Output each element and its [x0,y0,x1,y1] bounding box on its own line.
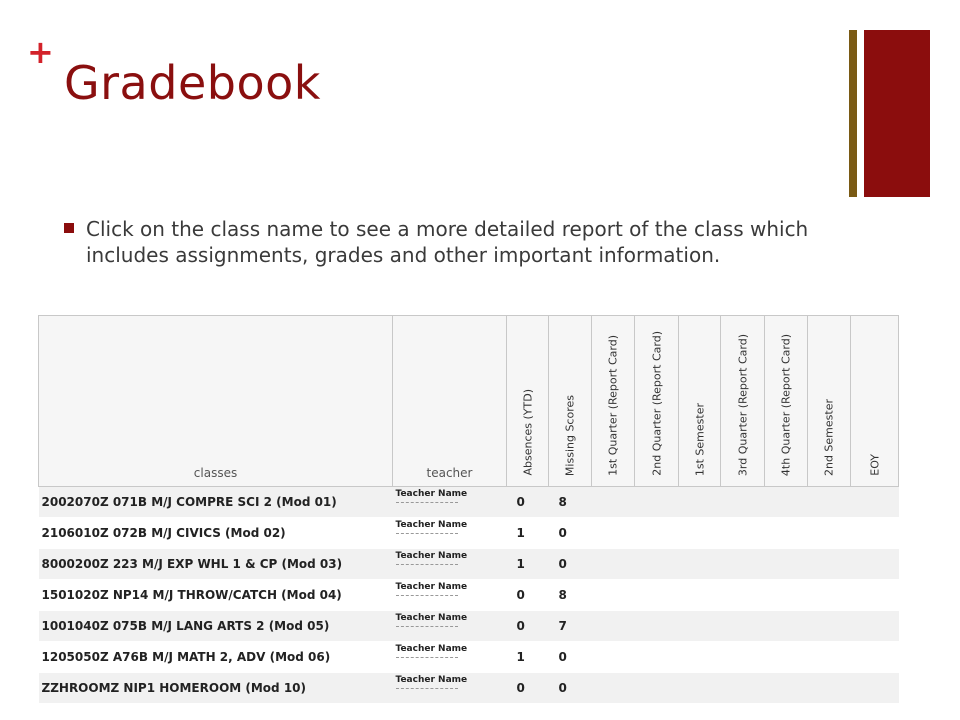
grade-cell [851,549,899,580]
teacher-name: Teacher Name [395,675,468,685]
grade-cell [679,518,721,549]
grade-cell [851,611,899,642]
missing-scores-cell: 7 [549,611,592,642]
grade-cell [679,487,721,518]
teacher-cell [393,642,507,673]
teacher-name: Teacher Name [395,551,468,561]
absences-cell: 0 [507,487,549,518]
teacher-cell [393,611,507,642]
accent-block [864,30,930,197]
table-row [39,580,899,611]
column-header-eoy[interactable] [851,316,899,487]
missing-scores-cell: 0 [549,642,592,673]
missing-scores-cell: 8 [549,580,592,611]
table-row [39,487,899,518]
class-name-link[interactable]: 2106010Z 072B M/J CIVICS (Mod 02) [41,526,286,540]
teacher-cell [393,549,507,580]
grade-cell [679,611,721,642]
column-header-q4[interactable] [765,316,808,487]
grade-cell [721,549,765,580]
table-row [39,549,899,580]
absences-cell: 1 [507,642,549,673]
grade-cell [679,580,721,611]
absences-cell: 1 [507,518,549,549]
grade-cell [851,642,899,673]
teacher-underline [396,685,458,689]
column-header-q2[interactable] [635,316,679,487]
column-header-teacher[interactable]: teacher [393,316,507,487]
teacher-underline [396,561,458,565]
grade-cell [851,518,899,549]
grade-cell [592,549,635,580]
teacher-name: Teacher Name [395,582,468,592]
grade-cell [721,487,765,518]
missing-scores-cell: 8 [549,487,592,518]
column-header-label: 2nd Semester [822,398,836,476]
absences-cell: 0 [507,611,549,642]
grade-cell [679,549,721,580]
class-name-link[interactable]: 1501020Z NP14 M/J THROW/CATCH (Mod 04) [41,588,342,602]
class-cell [39,611,393,642]
grade-cell [808,487,851,518]
grade-cell [851,487,899,518]
teacher-underline [396,654,458,658]
table-row [39,611,899,642]
grade-cell [635,673,679,704]
grade-cell [808,580,851,611]
grade-cell [721,611,765,642]
grade-cell [808,518,851,549]
plus-icon: + [27,33,54,71]
teacher-underline [396,499,458,503]
grade-cell [721,642,765,673]
grade-cell [635,518,679,549]
column-header-label: 1st Quarter (Report Card) [606,335,620,476]
column-header-label: Absences (YTD) [521,389,534,476]
grade-cell [592,642,635,673]
teacher-cell [393,673,507,704]
grade-cell [592,518,635,549]
teacher-underline [396,592,458,596]
teacher-cell [393,487,507,518]
class-cell [39,642,393,673]
accent-bar [849,30,857,197]
class-name-link[interactable]: 8000200Z 223 M/J EXP WHL 1 & CP (Mod 03) [41,557,343,571]
grade-cell [592,611,635,642]
teacher-underline [396,623,458,627]
column-header-label: 1st Semester [693,402,706,476]
class-cell [39,549,393,580]
grade-cell [635,487,679,518]
grade-cell [765,487,808,518]
class-name-link[interactable]: ZZHROOMZ NIP1 HOMEROOM (Mod 10) [41,681,307,695]
teacher-cell [393,580,507,611]
teacher-name: Teacher Name [395,489,468,499]
grade-cell [592,487,635,518]
grade-cell [808,549,851,580]
class-cell [39,673,393,704]
grade-cell [721,580,765,611]
teacher-underline [396,530,458,534]
column-header-classes[interactable]: classes [39,316,393,487]
column-header-label: 4th Quarter (Report Card) [779,333,793,476]
column-header-label: 3rd Quarter (Report Card) [736,333,749,476]
column-header-q1[interactable] [592,316,635,487]
grade-cell [808,673,851,704]
grade-cell [765,642,808,673]
page-title: Gradebook [64,56,321,110]
class-name-link[interactable]: 2002070Z 071B M/J COMPRE SCI 2 (Mod 01) [41,495,337,509]
class-name-link[interactable]: 1001040Z 075B M/J LANG ARTS 2 (Mod 05) [41,619,330,633]
grade-cell [851,580,899,611]
table-row [39,642,899,673]
grade-cell [765,673,808,704]
teacher-name: Teacher Name [395,644,468,654]
gradebook-table [38,315,899,704]
absences-cell: 0 [507,580,549,611]
class-name-link[interactable]: 1205050Z A76B M/J MATH 2, ADV (Mod 06) [41,650,331,664]
table-row [39,518,899,549]
teacher-name: Teacher Name [395,613,468,623]
grade-cell [765,611,808,642]
grade-cell [635,549,679,580]
grade-cell [765,518,808,549]
column-header-sem2[interactable] [808,316,851,487]
grade-cell [592,580,635,611]
bullet-text: Click on the class name to see a more detailed report of the class which includes assignments, grades and other important information. [86,217,809,267]
column-header-label: Missing Scores [563,394,577,476]
grade-cell [679,642,721,673]
column-header-label: 2nd Quarter (Report Card) [650,331,663,476]
absences-cell: 1 [507,549,549,580]
column-header-missing-scores[interactable] [549,316,592,487]
class-cell [39,580,393,611]
class-cell [39,487,393,518]
column-header-label: EOY [868,454,881,476]
teacher-name: Teacher Name [395,520,468,530]
grade-cell [851,673,899,704]
grade-cell [635,642,679,673]
table-row [39,673,899,704]
grade-cell [721,518,765,549]
column-header-q3[interactable] [721,316,765,487]
missing-scores-cell: 0 [549,518,592,549]
absences-cell: 0 [507,673,549,704]
teacher-cell [393,518,507,549]
grade-cell [808,642,851,673]
grade-cell [765,580,808,611]
grade-cell [635,611,679,642]
grade-cell [765,549,808,580]
grade-cell [635,580,679,611]
class-cell [39,518,393,549]
square-bullet-icon [64,223,74,233]
missing-scores-cell: 0 [549,549,592,580]
grade-cell [808,611,851,642]
gradebook-table-screenshot [38,315,898,695]
missing-scores-cell: 0 [549,673,592,704]
column-header-sem1[interactable] [679,316,721,487]
grade-cell [721,673,765,704]
grade-cell [592,673,635,704]
bullet-item [64,216,824,268]
column-header-absences[interactable] [507,316,549,487]
grade-cell [679,673,721,704]
